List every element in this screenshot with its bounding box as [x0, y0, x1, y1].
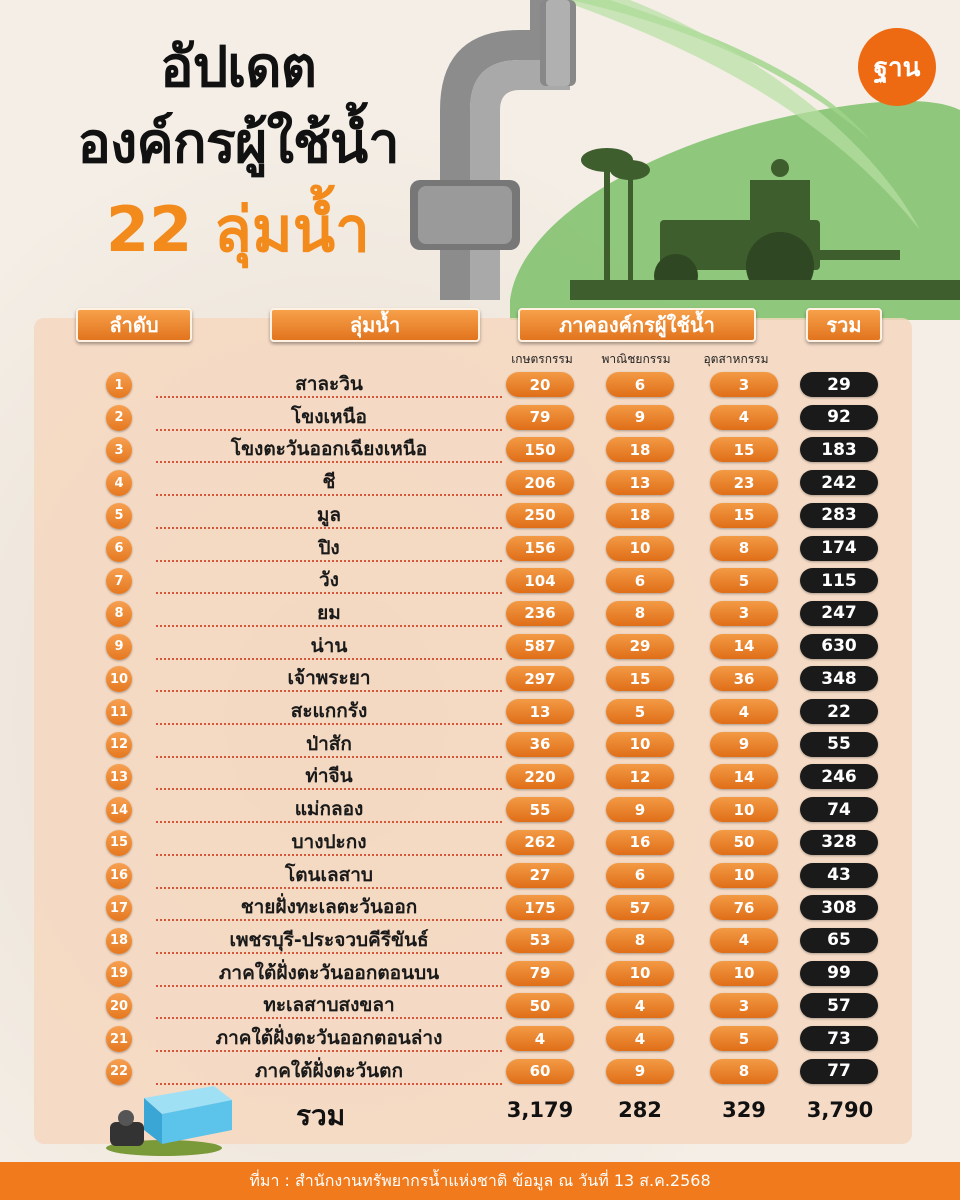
agriculture-count: 4 [506, 1026, 574, 1051]
commerce-count: 29 [606, 634, 674, 659]
summary-label: รวม [296, 1099, 346, 1132]
total-count: 242 [800, 470, 878, 495]
total-count: 74 [800, 797, 878, 822]
basin-name: โขงเหนือ [291, 405, 367, 428]
basin-name: วัง [319, 569, 339, 592]
basin-name: ป่าสัก [306, 732, 352, 755]
brand-logo: ฐาน [858, 28, 936, 106]
table-row [0, 499, 960, 531]
total-count: 77 [800, 1059, 878, 1084]
industry-count: 9 [710, 732, 778, 757]
industry-count: 10 [710, 797, 778, 822]
agriculture-count: 50 [506, 993, 574, 1018]
rank-badge: 16 [106, 863, 132, 889]
total-count: 115 [800, 568, 878, 593]
industry-count: 3 [710, 372, 778, 397]
basin-name: โตนเลสาบ [285, 863, 373, 886]
commerce-count: 13 [606, 470, 674, 495]
table-row [0, 532, 960, 564]
agriculture-count: 55 [506, 797, 574, 822]
rank-badge: 1 [106, 372, 132, 398]
header-sector: ภาคองค์กรผู้ใช้น้ำ [518, 308, 756, 342]
agriculture-count: 206 [506, 470, 574, 495]
rank-badge: 12 [106, 732, 132, 758]
agriculture-count: 175 [506, 895, 574, 920]
agriculture-count: 220 [506, 764, 574, 789]
table-row [0, 957, 960, 989]
basin-name: ปิง [318, 536, 340, 559]
summary-total: 3,790 [806, 1098, 874, 1122]
total-count: 328 [800, 830, 878, 855]
rank-badge: 14 [106, 797, 132, 823]
rank-badge: 2 [106, 405, 132, 431]
rank-badge: 11 [106, 699, 132, 725]
total-count: 92 [800, 405, 878, 430]
title-line-2: องค์กรผู้ใช้น้ำ [77, 111, 399, 176]
agriculture-count: 20 [506, 372, 574, 397]
industry-count: 23 [710, 470, 778, 495]
basin-name: เพชรบุรี-ประจวบคีรีขันธ์ [229, 928, 429, 951]
agriculture-count: 236 [506, 601, 574, 626]
commerce-count: 6 [606, 372, 674, 397]
agriculture-count: 27 [506, 863, 574, 888]
agriculture-count: 250 [506, 503, 574, 528]
rank-badge: 8 [106, 601, 132, 627]
header-rank: ลำดับ [76, 308, 192, 342]
subheader-agriculture: เกษตรกรรม [511, 352, 573, 366]
table-row [0, 826, 960, 858]
total-count: 43 [800, 863, 878, 888]
basin-name: ภาคใต้ฝั่งตะวันออกตอนบน [218, 961, 440, 984]
commerce-count: 8 [606, 601, 674, 626]
table-row [0, 891, 960, 923]
commerce-count: 12 [606, 764, 674, 789]
rank-badge: 15 [106, 830, 132, 856]
subheader-commerce: พาณิชยกรรม [601, 352, 671, 366]
industry-count: 10 [710, 961, 778, 986]
industry-count: 3 [710, 601, 778, 626]
table-row [0, 695, 960, 727]
industry-count: 15 [710, 503, 778, 528]
agriculture-count: 587 [506, 634, 574, 659]
industry-count: 50 [710, 830, 778, 855]
summary-commerce: 282 [618, 1098, 662, 1122]
basin-name: น่าน [310, 634, 348, 657]
basin-name: ภาคใต้ฝั่งตะวันออกตอนล่าง [215, 1027, 443, 1049]
table-row [0, 1022, 960, 1054]
rank-badge: 20 [106, 993, 132, 1019]
commerce-count: 15 [606, 666, 674, 691]
rank-badge: 4 [106, 470, 132, 496]
commerce-count: 4 [606, 1026, 674, 1051]
basin-name: โขงตะวันออกเฉียงเหนือ [230, 438, 428, 461]
industry-count: 76 [710, 895, 778, 920]
total-count: 183 [800, 437, 878, 462]
water-tank-illustration [104, 1078, 234, 1158]
basin-name: มูล [316, 503, 342, 526]
rank-badge: 9 [106, 634, 132, 660]
total-count: 57 [800, 993, 878, 1018]
commerce-count: 57 [606, 895, 674, 920]
basin-name: ทะเลสาบสงขลา [263, 994, 395, 1017]
table-row [0, 466, 960, 498]
total-count: 308 [800, 895, 878, 920]
agriculture-count: 36 [506, 732, 574, 757]
total-count: 283 [800, 503, 878, 528]
summary-industry: 329 [722, 1098, 766, 1122]
table-row [0, 630, 960, 662]
rank-badge: 17 [106, 895, 132, 921]
industry-count: 14 [710, 634, 778, 659]
table-row [0, 564, 960, 596]
agriculture-count: 156 [506, 536, 574, 561]
basin-name: ภาคใต้ฝั่งตะวันตก [255, 1059, 403, 1082]
agriculture-count: 79 [506, 961, 574, 986]
commerce-count: 18 [606, 437, 674, 462]
agriculture-count: 104 [506, 568, 574, 593]
agriculture-count: 297 [506, 666, 574, 691]
source-footer: ที่มา : สำนักงานทรัพยากรน้ำแห่งชาติ ข้อมูล ณ วันที่ 13 ส.ค.2568 [0, 1162, 960, 1200]
commerce-count: 5 [606, 699, 674, 724]
industry-count: 15 [710, 437, 778, 462]
title-block [28, 30, 448, 272]
commerce-count: 8 [606, 928, 674, 953]
summary-agriculture: 3,179 [506, 1098, 574, 1122]
table-row [0, 401, 960, 433]
commerce-count: 16 [606, 830, 674, 855]
total-count: 22 [800, 699, 878, 724]
industry-count: 3 [710, 993, 778, 1018]
basin-name: สะแกกรัง [290, 700, 368, 722]
table-row [0, 924, 960, 956]
commerce-count: 6 [606, 568, 674, 593]
rank-badge: 3 [106, 437, 132, 463]
total-count: 65 [800, 928, 878, 953]
total-count: 247 [800, 601, 878, 626]
commerce-count: 6 [606, 863, 674, 888]
table-row [0, 760, 960, 792]
total-count: 174 [800, 536, 878, 561]
industry-count: 14 [710, 764, 778, 789]
industry-count: 4 [710, 699, 778, 724]
commerce-count: 9 [606, 797, 674, 822]
subheader-industry: อุตสาหกรรม [703, 352, 769, 366]
industry-count: 36 [710, 666, 778, 691]
header-total: รวม [806, 308, 882, 342]
industry-count: 8 [710, 1059, 778, 1084]
table-row [0, 728, 960, 760]
table-row [0, 793, 960, 825]
basin-name: ชี [322, 471, 336, 494]
industry-count: 10 [710, 863, 778, 888]
table-row [0, 368, 960, 400]
agriculture-count: 150 [506, 437, 574, 462]
industry-count: 5 [710, 1026, 778, 1051]
basin-name: ชายฝั่งทะเลตะวันออก [240, 896, 418, 919]
basin-name: เจ้าพระยา [287, 667, 371, 690]
agriculture-count: 79 [506, 405, 574, 430]
rank-badge: 18 [106, 928, 132, 954]
table-row [0, 597, 960, 629]
basin-name: แม่กลอง [294, 798, 364, 821]
total-count: 246 [800, 764, 878, 789]
agriculture-count: 60 [506, 1059, 574, 1084]
header-basin: ลุ่มน้ำ [270, 308, 480, 342]
total-count: 29 [800, 372, 878, 397]
total-count: 630 [800, 634, 878, 659]
total-count: 99 [800, 961, 878, 986]
commerce-count: 9 [606, 405, 674, 430]
industry-count: 4 [710, 405, 778, 430]
table-row [0, 433, 960, 465]
rank-badge: 19 [106, 961, 132, 987]
basin-name: สาละวิน [295, 373, 363, 395]
rank-badge: 6 [106, 536, 132, 562]
industry-count: 4 [710, 928, 778, 953]
total-count: 73 [800, 1026, 878, 1051]
commerce-count: 10 [606, 961, 674, 986]
basin-name: บางปะกง [291, 830, 367, 853]
table-row [0, 859, 960, 891]
industry-count: 5 [710, 568, 778, 593]
rank-badge: 13 [106, 764, 132, 790]
commerce-count: 18 [606, 503, 674, 528]
agriculture-count: 13 [506, 699, 574, 724]
commerce-count: 4 [606, 993, 674, 1018]
rank-badge: 21 [106, 1026, 132, 1052]
total-count: 348 [800, 666, 878, 691]
agriculture-count: 53 [506, 928, 574, 953]
industry-count: 8 [710, 536, 778, 561]
title-line-3: 22 ลุ่มน้ำ [106, 193, 370, 266]
rank-badge: 22 [106, 1059, 132, 1085]
commerce-count: 10 [606, 732, 674, 757]
commerce-count: 10 [606, 536, 674, 561]
title-line-1: อัปเดต [159, 35, 317, 100]
table-row [0, 662, 960, 694]
rank-badge: 7 [106, 568, 132, 594]
rank-badge: 5 [106, 503, 132, 529]
table-row [0, 989, 960, 1021]
agriculture-count: 262 [506, 830, 574, 855]
total-count: 55 [800, 732, 878, 757]
basin-name: ยม [317, 601, 341, 624]
basin-name: ท่าจีน [305, 765, 353, 788]
commerce-count: 9 [606, 1059, 674, 1084]
rank-badge: 10 [106, 666, 132, 692]
